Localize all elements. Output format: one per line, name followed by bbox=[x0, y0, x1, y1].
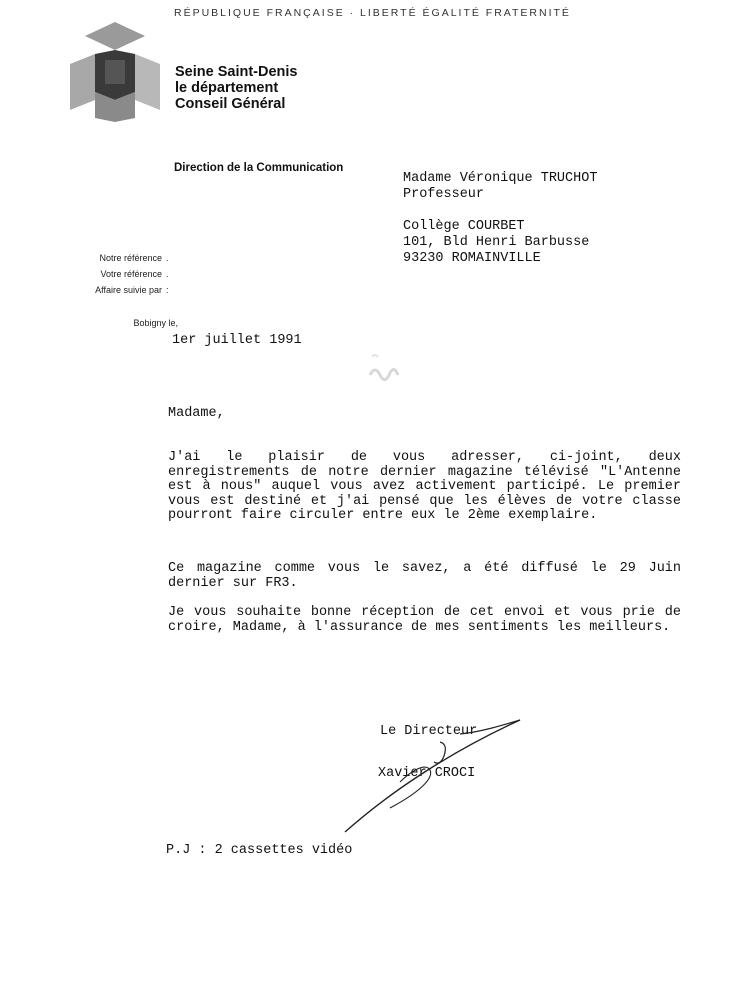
logo-cube-inner bbox=[105, 60, 125, 84]
attachment-note: P.J : 2 cassettes vidéo bbox=[166, 843, 353, 858]
header-motto: RÉPUBLIQUE FRANÇAISE · LIBERTÉ ÉGALITÉ FRATERNITÉ bbox=[174, 7, 571, 19]
organization-name bbox=[175, 64, 297, 112]
ref-notre: Notre référence . bbox=[99, 253, 169, 263]
place-label: Bobigny le, bbox=[133, 318, 178, 328]
recipient-city: 93230 ROMAINVILLE bbox=[403, 251, 541, 266]
department-logo bbox=[70, 22, 160, 122]
signatory-name: Xavier CROCI bbox=[378, 766, 476, 781]
letter-date: 1er juillet 1991 bbox=[172, 333, 302, 348]
org-line-1: Seine Saint-Denis bbox=[175, 64, 298, 80]
body-paragraph-1: J'ai le plaisir de vous adresser, ci-joint, deux enregistrements de notre dernier magazine télévisé "L'Antenne est à nous" auquel vous avez activement participé. Le premier vous est destiné et j'ai pensé que les élèves de votre classe pourront faire circuler entre eux le 2ème exemplaire. bbox=[168, 450, 681, 523]
logo-cube-top bbox=[85, 22, 145, 50]
signatory-title: Le Directeur bbox=[380, 724, 478, 739]
recipient-name: Madame Véronique TRUCHOT bbox=[403, 171, 598, 186]
ink-smudge bbox=[360, 345, 410, 395]
reference-block bbox=[60, 253, 178, 301]
logo-cube-right bbox=[135, 54, 160, 110]
recipient-title: Professeur bbox=[403, 187, 485, 202]
logo-cube-left bbox=[70, 54, 95, 110]
body-paragraph-2: Ce magazine comme vous le savez, a été diffusé le 29 Juin dernier sur FR3. bbox=[168, 561, 681, 591]
org-line-2: le département bbox=[175, 80, 279, 96]
ref-affaire: Affaire suivie par : bbox=[95, 285, 169, 295]
salutation: Madame, bbox=[168, 406, 225, 421]
ref-votre: Votre référence . bbox=[100, 269, 169, 279]
recipient-school: Collège COURBET bbox=[403, 219, 525, 234]
recipient-address bbox=[403, 171, 597, 267]
body-paragraph-3: Je vous souhaite bonne réception de cet envoi et vous prie de croire, Madame, à l'assurance de mes sentiments les meilleurs. bbox=[168, 605, 681, 635]
direction-label: Direction de la Communication bbox=[174, 162, 344, 174]
recipient-street: 101, Bld Henri Barbusse bbox=[403, 235, 590, 250]
org-line-3: Conseil Général bbox=[175, 96, 286, 112]
handwritten-signature bbox=[330, 712, 530, 842]
